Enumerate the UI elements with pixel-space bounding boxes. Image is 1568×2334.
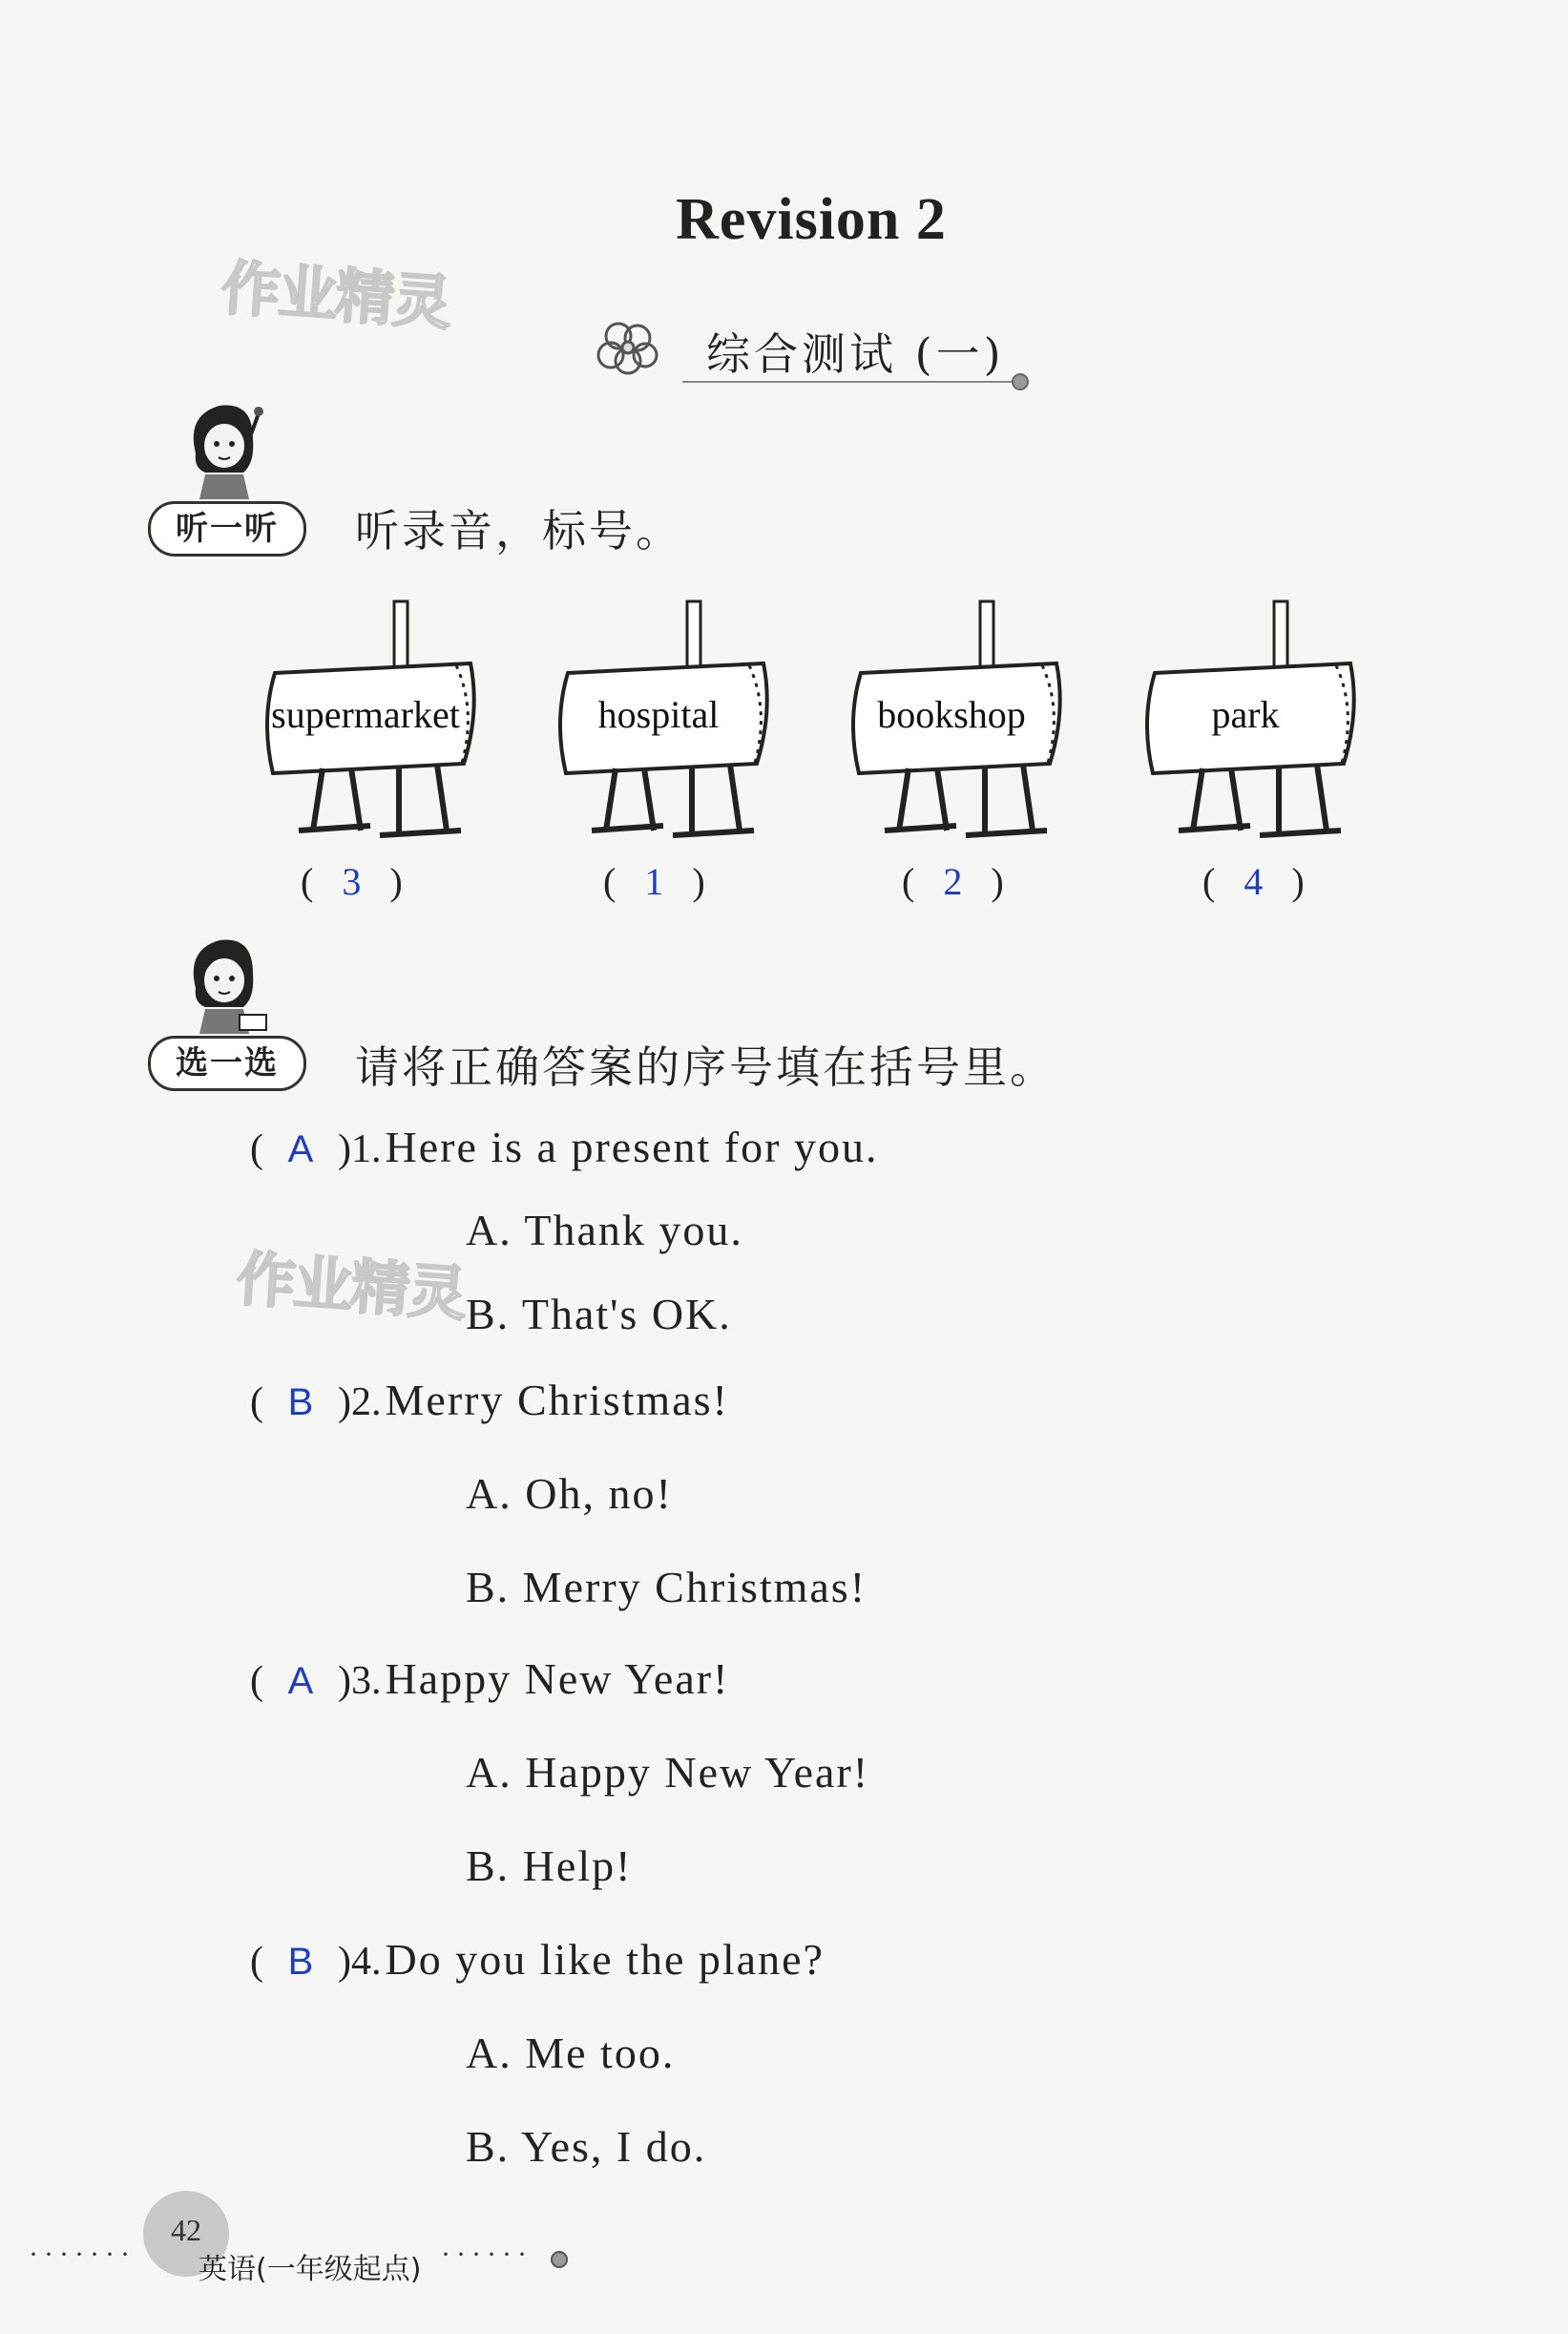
question-2 (250, 1375, 1300, 1425)
option-a: A. Happy New Year! (466, 1748, 870, 1797)
watermark: 作业精灵 (219, 252, 452, 339)
footer-end-dot (551, 2251, 568, 2268)
footer-dots-right: ······ (441, 2239, 533, 2270)
girl-icon (177, 396, 272, 501)
sign-hospital (549, 597, 778, 854)
sign-word: hospital (597, 693, 720, 736)
answer-bracket-1: ( 3 ) (301, 860, 403, 903)
question-number: )4. (338, 1940, 382, 1984)
question-number: )1. (338, 1127, 382, 1171)
answer-bracket-3: ( 2 ) (902, 860, 1004, 903)
answer-bracket-4: ( 4 ) (1202, 860, 1305, 903)
sign-park (1136, 597, 1365, 854)
answer-value: 2 (943, 860, 963, 903)
option-b: B. Yes, I do. (466, 2122, 707, 2171)
subtitle-underline (682, 381, 1016, 383)
question-text: Here is a present for you. (385, 1123, 879, 1171)
choose-badge (148, 1036, 310, 1093)
option-b: B. Merry Christmas! (466, 1563, 868, 1611)
answer-bracket-2: ( 1 ) (603, 860, 705, 903)
option-a: A. Thank you. (466, 1206, 743, 1254)
footer-dots-left: ······· (29, 2239, 136, 2270)
listen-instruction: 听录音，标号。 (355, 505, 682, 557)
question-text: Merry Christmas! (385, 1376, 729, 1424)
option-a: A. Oh, no! (466, 1469, 673, 1518)
sign-word: park (1211, 693, 1280, 736)
question-number: )3. (338, 1659, 382, 1703)
answer-open-paren: ( (250, 1127, 263, 1171)
question-text: Do you like the plane? (385, 1935, 825, 1984)
page-number: 42 (171, 2213, 201, 2247)
option-a: A. Me too. (466, 2029, 676, 2077)
sign-supermarket (256, 597, 485, 854)
question-text: Happy New Year! (385, 1654, 730, 1703)
sign-word: bookshop (877, 693, 1026, 736)
answer-value: A (287, 1128, 314, 1170)
flower-icon (592, 315, 668, 391)
choose-badge-label: 选一选 (148, 1036, 306, 1091)
listen-badge-label: 听一听 (148, 501, 306, 557)
question-number: )2. (338, 1380, 382, 1424)
question-4 (250, 1934, 1300, 1985)
question-3 (250, 1653, 1300, 1704)
watermark: 作业精灵 (234, 1243, 468, 1330)
subtitle-text: 综合测试 (一) (706, 328, 1005, 380)
answer-value: 4 (1244, 860, 1264, 903)
page-title: Revision 2 (676, 187, 947, 252)
answer-value: A (287, 1660, 314, 1702)
answer-open-paren: ( (250, 1380, 263, 1424)
option-b: B. That's OK. (466, 1290, 732, 1338)
answer-open-paren: ( (250, 1940, 263, 1984)
subtitle-dot (1012, 373, 1029, 390)
answer-value: 3 (342, 860, 362, 903)
listen-badge (148, 501, 310, 558)
answer-value: B (287, 1381, 314, 1423)
footer-book-title: 英语(一年级起点) (199, 2253, 422, 2286)
girl-icon (177, 931, 272, 1036)
sign-bookshop (842, 597, 1071, 854)
choose-instruction: 请将正确答案的序号填在括号里。 (355, 1041, 1056, 1093)
answer-value: 1 (644, 860, 664, 903)
answer-value: B (287, 1941, 314, 1983)
question-1 (250, 1122, 1300, 1172)
option-b: B. Help! (466, 1841, 633, 1890)
sign-word: supermarket (271, 693, 460, 736)
section-subtitle (592, 310, 1040, 396)
answer-open-paren: ( (250, 1659, 263, 1703)
